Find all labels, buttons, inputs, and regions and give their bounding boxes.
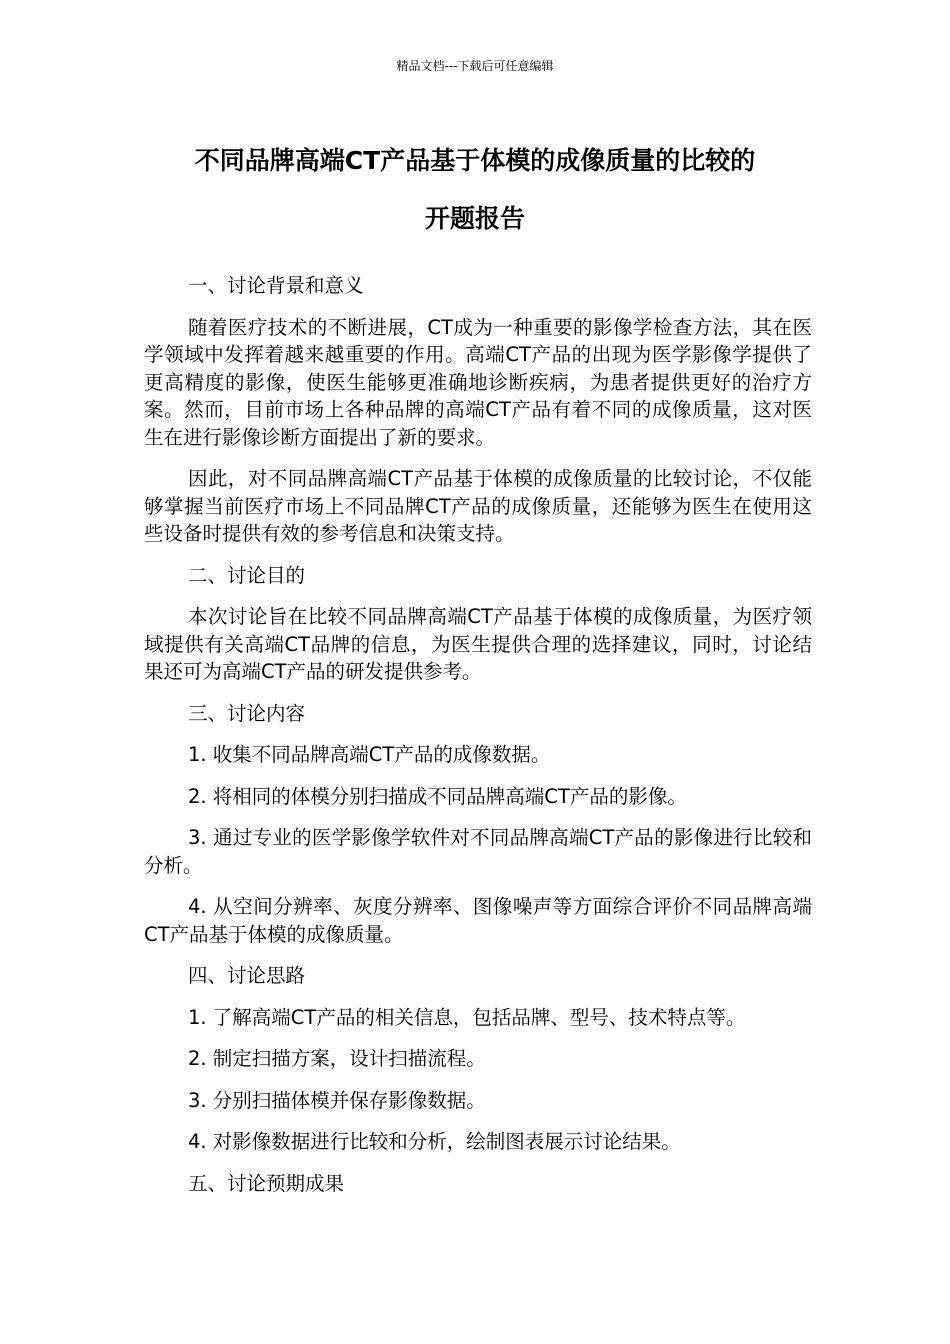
list-item: 1. 了解高端CT产品的相关信息，包括品牌、型号、技术特点等。 [188, 1005, 746, 1029]
paragraph: 本次讨论旨在比较不同品牌高端CT产品基于体模的成像质量，为医疗领域提供有关高端CT品牌的信息，为医生提供合理的选择建议，同时，讨论结果还可为高端CT产品的研发提供参考。 [144, 605, 812, 683]
document-title [140, 132, 810, 248]
list-item: 3. 通过专业的医学影像学软件对不同品牌高端CT产品的影像进行比较和分析。 [144, 826, 812, 877]
section-heading: 二、讨论目的 [188, 563, 306, 587]
list-item: 2. 制定扫描方案，设计扫描流程。 [188, 1047, 486, 1070]
document-body [144, 272, 812, 1197]
paragraph: 因此，对不同品牌高端CT产品基于体模的成像质量的比较讨论，不仅能够掌握当前医疗市场上不同品牌CT产品的成像质量，还能够为医生在使用这些设备时提供有效的参考信息和决策支持。 [144, 467, 812, 545]
title-line-2: 开题报告 [424, 204, 525, 233]
list-item: 4. 对影像数据进行比较和分析，绘制图表展示讨论结果。 [188, 1130, 681, 1153]
list-item: 4. 从空间分辨率、灰度分辨率、图像噪声等方面综合评价不同品牌高端CT产品基于体模的成像质量。 [144, 895, 812, 946]
paragraph: 随着医疗技术的不断进展，CT成为一种重要的影像学检查方法，其在医学领域中发挥着越来越重要的作用。高端CT产品的出现为医学影像学提供了更高精度的影像，使医生能够更准确地诊断疾病，为患者提供更好的治疗方案。然而，目前市场上各种品牌的高端CT产品有着不同的成像质量，这对医生在进行影像诊断方面提出了新的要求。 [144, 315, 812, 449]
section-heading: 一、讨论背景和意义 [188, 274, 364, 297]
list-item: 2. 将相同的体模分别扫描成不同品牌高端CT产品的影像。 [188, 784, 687, 808]
title-line-1: 不同品牌高端CT产品基于体模的成像质量的比较的 [194, 146, 756, 175]
list-item: 3. 分别扫描体模并保存影像数据。 [188, 1088, 486, 1112]
section-heading: 五、讨论预期成果 [188, 1171, 345, 1195]
section-heading: 四、讨论思路 [188, 964, 306, 987]
list-item: 1. 收集不同品牌高端CT产品的成像数据。 [188, 743, 551, 766]
section-heading: 三、讨论内容 [188, 701, 306, 725]
header-note: 精品文档---下载后可任意编辑 [396, 59, 554, 73]
